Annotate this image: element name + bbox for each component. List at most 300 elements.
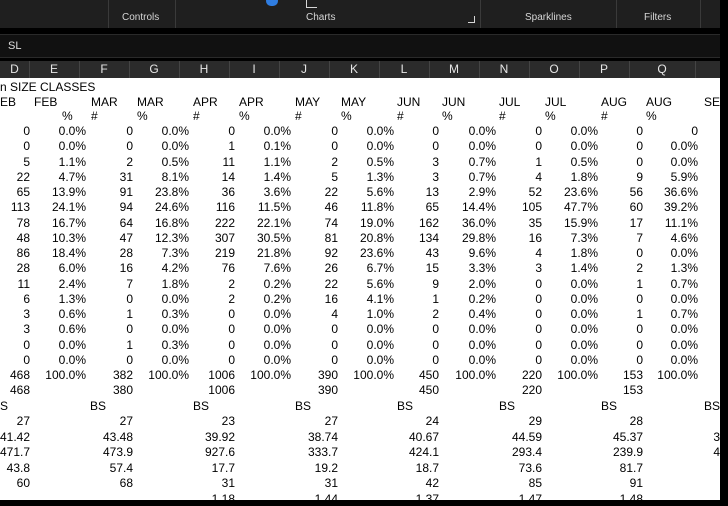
cell[interactable]: 10.3% [51, 231, 86, 245]
cell[interactable]: 16.8% [154, 216, 189, 230]
cell[interactable]: 100.0% [45, 368, 86, 382]
cell[interactable]: 4 [535, 170, 542, 184]
cell[interactable]: 1.3% [58, 292, 86, 306]
cell[interactable]: 116 [215, 200, 235, 214]
cell[interactable]: APR [239, 95, 264, 109]
cell[interactable]: 2 [636, 261, 643, 275]
cell[interactable]: 0.2% [263, 292, 291, 306]
cell[interactable]: 27 [119, 414, 133, 428]
cell[interactable]: 1.1% [263, 155, 291, 169]
cell[interactable]: 0 [331, 124, 338, 138]
cell[interactable]: 94 [119, 200, 133, 214]
cell[interactable]: 5.6% [366, 277, 394, 291]
cell[interactable]: 29 [528, 414, 542, 428]
cell[interactable]: 18.4% [51, 246, 86, 260]
cell[interactable]: 28 [119, 246, 133, 260]
cell[interactable]: 0 [535, 277, 542, 291]
cell[interactable]: 113 [10, 200, 30, 214]
cell[interactable]: 26 [324, 261, 338, 275]
cell[interactable]: 14.4% [461, 200, 496, 214]
cell[interactable]: 2 [228, 292, 235, 306]
cell[interactable]: 1.3% [366, 170, 394, 184]
cell[interactable]: 64 [119, 216, 133, 230]
cell[interactable]: 450 [418, 368, 439, 382]
column-header-f[interactable]: F [79, 61, 130, 78]
cell[interactable]: % [646, 109, 657, 123]
cell[interactable]: 4.1% [366, 292, 394, 306]
cell[interactable]: 92 [324, 246, 338, 260]
cell[interactable]: 0 [636, 292, 643, 306]
cell[interactable]: 0.0% [468, 322, 496, 336]
cell[interactable]: 333.7 [307, 445, 338, 459]
cell[interactable]: 390 [317, 368, 338, 382]
cell[interactable]: 15 [425, 261, 439, 275]
cell[interactable]: 11.8% [360, 200, 394, 214]
cell[interactable]: 3 [23, 322, 30, 336]
cell[interactable]: 0 [636, 353, 643, 367]
cell[interactable]: 7.3% [161, 246, 189, 260]
cell[interactable]: 23.8% [154, 185, 189, 199]
cell[interactable]: 8.1% [161, 170, 189, 184]
formula-bar[interactable] [0, 34, 720, 58]
cell[interactable]: 65 [16, 185, 30, 199]
cell[interactable]: 100.0% [250, 368, 291, 382]
cell[interactable]: 2.9% [468, 185, 496, 199]
ribbon-group-charts[interactable]: Charts [306, 12, 336, 23]
cell[interactable]: 0 [331, 338, 338, 352]
cell[interactable]: JUL [545, 95, 567, 109]
cell[interactable]: 22 [324, 185, 338, 199]
cell[interactable]: 31 [324, 476, 338, 490]
cell[interactable]: 1.1% [58, 155, 86, 169]
cell[interactable]: 471.7 [0, 445, 30, 459]
cell[interactable]: 0.0% [468, 124, 496, 138]
cell[interactable]: 0.2% [263, 277, 291, 291]
cell[interactable]: 0.0% [263, 307, 291, 321]
cell[interactable]: 47 [119, 231, 133, 245]
column-header-k[interactable]: K [329, 61, 380, 78]
cell[interactable]: 100.0% [353, 368, 394, 382]
cell[interactable]: 0.0% [468, 338, 496, 352]
cell[interactable]: 100.0% [455, 368, 496, 382]
cell[interactable]: 31 [221, 476, 235, 490]
cell[interactable]: 1 [126, 338, 133, 352]
cell[interactable]: 105 [521, 200, 542, 214]
cell[interactable]: 56 [629, 185, 643, 199]
cell[interactable]: 24.6% [154, 200, 189, 214]
cell[interactable]: 27 [16, 414, 30, 428]
cell[interactable]: 0 [331, 322, 338, 336]
cell[interactable]: 16 [324, 292, 338, 306]
cell[interactable]: 0.5% [366, 155, 394, 169]
cell[interactable]: 86 [16, 246, 30, 260]
cell[interactable]: 0.0% [670, 322, 698, 336]
column-header-h[interactable]: H [179, 61, 230, 78]
cell[interactable]: # [601, 109, 608, 123]
cell[interactable]: 134 [418, 231, 439, 245]
cell[interactable]: 28 [629, 414, 643, 428]
column-header-i[interactable]: I [229, 61, 280, 78]
cell[interactable]: 0.0% [263, 353, 291, 367]
worksheet-grid[interactable] [0, 78, 728, 506]
cell[interactable]: 41.42 [0, 430, 30, 444]
cell[interactable]: % [545, 109, 556, 123]
cell[interactable]: 4 [713, 445, 720, 459]
cell[interactable]: 0.0% [161, 292, 189, 306]
cell[interactable]: 76 [221, 261, 235, 275]
cell[interactable]: 0 [535, 292, 542, 306]
cell[interactable]: 74 [324, 216, 338, 230]
cell[interactable]: 85 [528, 476, 542, 490]
cell[interactable]: BS [90, 399, 107, 413]
cell[interactable]: 35 [528, 216, 542, 230]
cell[interactable]: 0.0% [366, 124, 394, 138]
ribbon-group-controls[interactable]: Controls [122, 12, 160, 23]
cell[interactable]: 0.0% [670, 353, 698, 367]
cell[interactable]: 5.9% [670, 170, 698, 184]
cell[interactable]: 3 [432, 155, 439, 169]
cell[interactable]: APR [193, 95, 218, 109]
cell[interactable]: 28 [16, 261, 30, 275]
cell[interactable]: 0 [636, 338, 643, 352]
cell[interactable]: 0.6% [58, 307, 86, 321]
cell[interactable]: 3 [535, 261, 542, 275]
cell[interactable]: 220 [521, 368, 542, 382]
cell[interactable]: 4.2% [161, 261, 189, 275]
chart-icon[interactable] [306, 0, 317, 8]
cell[interactable]: 11 [17, 277, 30, 291]
cell[interactable]: 0 [535, 322, 542, 336]
column-header-d[interactable]: D [0, 61, 30, 78]
cell[interactable]: 219 [214, 246, 235, 260]
cell[interactable]: 1.44 [314, 492, 338, 506]
cell[interactable]: 153 [622, 368, 643, 382]
cell[interactable]: 68 [119, 476, 133, 490]
cell[interactable]: 36.0% [461, 216, 496, 230]
cell[interactable]: 450 [418, 383, 439, 397]
cell[interactable]: BS [499, 399, 516, 413]
cell[interactable]: 382 [112, 368, 133, 382]
cell[interactable]: 0.3% [161, 307, 189, 321]
cell[interactable]: 4 [535, 246, 542, 260]
cell[interactable]: 0.0% [366, 353, 394, 367]
cell[interactable]: 2 [331, 155, 338, 169]
cell[interactable]: 18.7 [415, 461, 439, 475]
cell[interactable]: 31 [119, 170, 133, 184]
column-header-l[interactable]: L [379, 61, 430, 78]
cell[interactable]: 81 [324, 231, 338, 245]
cell[interactable]: 45.37 [612, 430, 643, 444]
cell[interactable]: 1.37 [415, 492, 439, 506]
cell[interactable]: 3 [23, 307, 30, 321]
cell[interactable]: 1.8% [570, 170, 598, 184]
cell[interactable]: 16 [528, 231, 542, 245]
column-header-j[interactable]: J [279, 61, 330, 78]
cell[interactable]: 2.0% [468, 277, 496, 291]
cell[interactable]: 3 [713, 430, 720, 444]
cell[interactable]: 0.4% [468, 307, 496, 321]
cell[interactable]: 39.2% [663, 200, 698, 214]
cell[interactable]: 7.3% [570, 231, 598, 245]
cell[interactable]: 0.0% [670, 338, 698, 352]
cell[interactable]: AUG [601, 95, 628, 109]
cell[interactable]: 0 [23, 353, 30, 367]
cell[interactable]: 0.0% [263, 124, 291, 138]
cell[interactable]: 7 [126, 277, 133, 291]
cell[interactable]: 0 [636, 246, 643, 260]
cell[interactable]: MAY [341, 95, 367, 109]
cell[interactable]: 1.47 [518, 492, 542, 506]
cell[interactable]: 3.6% [263, 185, 291, 199]
cell[interactable]: 390 [317, 383, 338, 397]
cell[interactable]: 0.0% [570, 353, 598, 367]
cell[interactable]: 3 [432, 170, 439, 184]
cell[interactable]: % [341, 109, 352, 123]
column-header-g[interactable]: G [129, 61, 180, 78]
cell[interactable]: 0 [331, 139, 338, 153]
cell[interactable]: EB [0, 95, 17, 109]
cell[interactable]: 0.0% [570, 338, 598, 352]
cell[interactable]: 0.0% [58, 353, 86, 367]
cell[interactable]: 0.0% [366, 338, 394, 352]
cell[interactable]: 73.6 [518, 461, 542, 475]
column-header-e[interactable]: E [29, 61, 80, 78]
cell[interactable]: 1.8% [161, 277, 189, 291]
cell[interactable]: 1 [228, 139, 235, 153]
cell[interactable]: 220 [521, 383, 542, 397]
cell[interactable]: 0.0% [366, 322, 394, 336]
cell[interactable]: # [295, 109, 302, 123]
cell[interactable]: 23.6% [359, 246, 394, 260]
cell[interactable]: 0.0% [670, 139, 698, 153]
cell[interactable]: 0 [23, 338, 30, 352]
cell[interactable]: 1 [126, 307, 133, 321]
cell[interactable]: JUN [397, 95, 421, 109]
cell[interactable]: 2 [432, 307, 439, 321]
cell[interactable]: 19.0% [359, 216, 394, 230]
cell[interactable]: 0.0% [263, 338, 291, 352]
cell[interactable]: 927.6 [204, 445, 235, 459]
cell[interactable]: 0.0% [570, 307, 598, 321]
column-header-n[interactable]: N [479, 61, 530, 78]
column-header-m[interactable]: M [429, 61, 480, 78]
cell[interactable]: 0 [228, 322, 235, 336]
cell[interactable]: # [91, 109, 98, 123]
cell[interactable]: 16 [119, 261, 133, 275]
cell[interactable]: 0 [331, 353, 338, 367]
cell[interactable]: 0 [126, 353, 133, 367]
cell[interactable]: 42 [425, 476, 439, 490]
ribbon-group-sparklines[interactable]: Sparklines [525, 12, 572, 23]
cell[interactable]: 380 [112, 383, 133, 397]
cell[interactable]: 5.6% [366, 185, 394, 199]
cell[interactable]: 6.0% [58, 261, 86, 275]
cell[interactable]: FEB [34, 95, 58, 109]
cell[interactable]: 19.2 [314, 461, 338, 475]
cell[interactable]: SEP [704, 95, 728, 109]
cell[interactable]: 0 [535, 139, 542, 153]
cell[interactable]: 17 [629, 216, 643, 230]
cell[interactable]: 0 [636, 124, 643, 138]
cell[interactable]: % [239, 109, 250, 123]
cell[interactable]: 1.3% [670, 261, 698, 275]
cell[interactable]: 78 [16, 216, 30, 230]
cell[interactable]: # [397, 109, 404, 123]
cell[interactable]: 13 [425, 185, 439, 199]
cell[interactable]: 0.0% [570, 124, 598, 138]
cell[interactable]: 46 [324, 200, 338, 214]
cell[interactable]: 0.0% [570, 277, 598, 291]
cell[interactable]: 0.0% [58, 139, 86, 153]
cell[interactable]: 0.0% [570, 292, 598, 306]
cell[interactable]: 30.5% [256, 231, 291, 245]
cell[interactable]: 0.0% [161, 322, 189, 336]
cell[interactable]: 36 [221, 185, 235, 199]
cell[interactable]: 1.0% [366, 307, 394, 321]
cell[interactable]: 307 [214, 231, 235, 245]
cell[interactable]: 27 [324, 414, 338, 428]
cell[interactable]: 0 [535, 124, 542, 138]
cell[interactable]: 468 [9, 383, 30, 397]
cell[interactable]: 0.0% [570, 322, 598, 336]
cell[interactable]: 0.1% [263, 139, 291, 153]
cell[interactable]: 0.7% [670, 277, 698, 291]
cell[interactable]: 100.0% [657, 368, 698, 382]
cell[interactable]: 11 [222, 155, 235, 169]
cell[interactable]: 21.8% [256, 246, 291, 260]
circle-icon[interactable] [266, 0, 278, 6]
cell[interactable]: 0.7% [670, 307, 698, 321]
column-header-o[interactable]: O [529, 61, 580, 78]
cell[interactable]: 22 [324, 277, 338, 291]
cell[interactable]: 0 [636, 139, 643, 153]
cell[interactable]: MAY [295, 95, 321, 109]
cell[interactable]: 52 [528, 185, 542, 199]
cell[interactable]: MAR [137, 95, 164, 109]
cell[interactable]: 91 [119, 185, 133, 199]
cell[interactable]: 1 [636, 307, 643, 321]
cell[interactable]: 0.7% [468, 155, 496, 169]
cell[interactable]: 48 [16, 231, 30, 245]
cell[interactable]: 1.18 [211, 492, 235, 506]
cell[interactable]: 15.9% [563, 216, 598, 230]
cell[interactable]: 4 [331, 307, 338, 321]
cell[interactable]: 9 [636, 170, 643, 184]
cell[interactable]: 293.4 [511, 445, 542, 459]
cell[interactable]: 0 [432, 124, 439, 138]
cell[interactable]: 424.1 [408, 445, 439, 459]
cell[interactable]: 1.4% [570, 261, 598, 275]
cell[interactable]: 0 [228, 307, 235, 321]
cell[interactable]: 1.4% [263, 170, 291, 184]
cell[interactable]: 6 [23, 292, 30, 306]
cell[interactable]: 0.3% [161, 338, 189, 352]
column-header-p[interactable]: P [579, 61, 630, 78]
cell[interactable]: 0.0% [263, 322, 291, 336]
cell[interactable]: 1.8% [570, 246, 598, 260]
cell[interactable]: BS [704, 399, 721, 413]
cell[interactable]: % [137, 109, 148, 123]
cell[interactable]: 0.6% [58, 322, 86, 336]
cell[interactable]: 11.5% [257, 200, 291, 214]
cell[interactable]: 13.9% [51, 185, 86, 199]
cell[interactable]: 60 [629, 200, 643, 214]
cell[interactable]: 4.7% [58, 170, 86, 184]
cell[interactable]: 0.5% [161, 155, 189, 169]
cell[interactable]: 5 [331, 170, 338, 184]
cell[interactable]: 65 [425, 200, 439, 214]
cell[interactable]: n SIZE CLASSES [0, 80, 96, 94]
cell[interactable]: 0 [228, 353, 235, 367]
cell[interactable]: 0.0% [58, 338, 86, 352]
cell[interactable]: 1 [535, 155, 542, 169]
cell[interactable]: 0 [535, 353, 542, 367]
cell[interactable]: 14 [221, 170, 235, 184]
cell[interactable]: 47.7% [563, 200, 598, 214]
cell[interactable]: 0.0% [161, 353, 189, 367]
cell[interactable]: 0.0% [670, 155, 698, 169]
cell[interactable]: 100.0% [557, 368, 598, 382]
cell[interactable]: 473.9 [102, 445, 133, 459]
cell[interactable]: 91 [629, 476, 643, 490]
cell[interactable]: 23 [221, 414, 235, 428]
cell[interactable]: 17.7 [211, 461, 235, 475]
cell[interactable]: 0 [228, 338, 235, 352]
cell[interactable]: 43 [425, 246, 439, 260]
cell[interactable]: 0 [535, 338, 542, 352]
cell[interactable]: 11.1% [664, 216, 698, 230]
cell[interactable]: 0 [636, 155, 643, 169]
cell[interactable]: 0 [23, 139, 30, 153]
cell[interactable]: 39.92 [204, 430, 235, 444]
cell[interactable]: 43.48 [102, 430, 133, 444]
cell[interactable]: 57.4 [109, 461, 133, 475]
cell[interactable]: 24.1% [51, 200, 86, 214]
cell[interactable]: 0.0% [161, 139, 189, 153]
cell[interactable]: 222 [214, 216, 235, 230]
cell[interactable]: 2.4% [58, 277, 86, 291]
cell[interactable]: 24 [425, 414, 439, 428]
cell[interactable]: 0.5% [570, 155, 598, 169]
cell[interactable]: BS [601, 399, 618, 413]
cell[interactable]: 38.74 [307, 430, 338, 444]
cell[interactable]: S [0, 399, 9, 413]
cell[interactable]: 0 [126, 322, 133, 336]
cell[interactable]: 0 [23, 124, 30, 138]
cell[interactable]: 0.0% [366, 139, 394, 153]
cell[interactable]: 9.6% [468, 246, 496, 260]
cell[interactable]: 0.0% [58, 124, 86, 138]
cell[interactable]: 0 [535, 307, 542, 321]
cell[interactable]: 1 [432, 292, 439, 306]
cell[interactable]: 29.8% [461, 231, 496, 245]
cell[interactable]: # [193, 109, 200, 123]
cell[interactable]: 1006 [208, 368, 235, 382]
cell[interactable]: 6.7% [366, 261, 394, 275]
cell[interactable]: 43.8 [6, 461, 30, 475]
cell[interactable]: 0.0% [670, 292, 698, 306]
cell[interactable]: 468 [9, 368, 30, 382]
cell[interactable]: 36.6% [663, 185, 698, 199]
cell[interactable]: BS [193, 399, 210, 413]
cell[interactable]: % [62, 109, 73, 123]
cell[interactable]: 0 [636, 322, 643, 336]
cell[interactable]: 100.0% [148, 368, 189, 382]
cell[interactable]: 0 [126, 139, 133, 153]
cell[interactable]: 7 [636, 231, 643, 245]
cell[interactable]: 60 [16, 476, 30, 490]
cell[interactable]: JUN [442, 95, 466, 109]
